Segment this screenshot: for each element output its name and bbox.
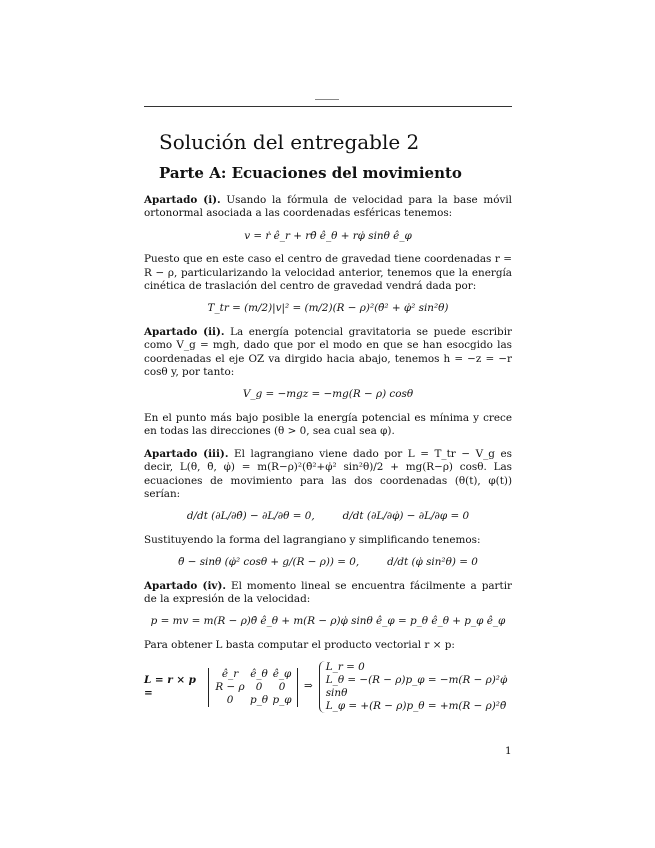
apartado-label: Apartado (ii). bbox=[144, 325, 225, 338]
equation-potential-energy: V_g = −mgz = −mg(R − ρ) cosθ bbox=[242, 388, 414, 401]
equation-motion-theta: θ̈ − sinθ (φ̇² cosθ + g/(R − ρ)) = 0, bbox=[178, 556, 360, 569]
equation-motion-phi: d/dt (φ̇ sin²θ) = 0 bbox=[387, 556, 478, 569]
apartado-label: Apartado (i). bbox=[144, 194, 221, 206]
equation-euler-lagrange bbox=[144, 510, 512, 523]
paragraph-minimum-energy: En el punto más bajo posible la energía potencial es mínima y crece en todas las direcciones (θ > 0, sea cual sea φ). bbox=[144, 411, 512, 438]
equation-angular-momentum bbox=[144, 661, 512, 713]
document-title: Solución del entregable 2 bbox=[159, 130, 420, 154]
result-line: L_φ = +(R − ρ)p_θ = +m(R − ρ)²θ̇ bbox=[325, 700, 507, 713]
paragraph-apartado-ii: Apartado (ii). La energía potencial gravitatoria se puede escribir como V_g = mgh, dado que por el modo en que se han esocgido las coordenadas el eje OZ va dirgido hacia abajo, tenemos h = −z = −r cosθ y, por tanto: bbox=[144, 325, 512, 379]
implies-arrow: ⇒ bbox=[304, 680, 313, 693]
determinant-matrix bbox=[208, 668, 298, 707]
paragraph-angular-momentum: Para obtener L basta computar el producto vectorial r × p: bbox=[144, 638, 455, 651]
paragraph-apartado-iv: Apartado (iv). El momento lineal se encuentra fácilmente a partir de la expresión de la velocidad: bbox=[144, 579, 512, 605]
paragraph-apartado-iii: Apartado (iii). El lagrangiano viene dado por L = T_tr − V_g es decir, L(θ, θ̇, φ̇) = m(R−ρ)²(θ̇²+φ̇² sin²θ)/2 + mg(R−ρ) cosθ. Las ecuaciones de movimiento para las dos coordenadas (θ(t), φ(t)) serían: bbox=[144, 447, 513, 500]
matrix-cell: p_θ bbox=[249, 693, 269, 706]
result-line: L_r = 0 bbox=[325, 661, 365, 674]
result-line: L_θ = −(R − ρ)p_φ = −m(R − ρ)²φ̇ sinθ bbox=[325, 674, 508, 700]
matrix-cell: ê_θ bbox=[250, 667, 268, 680]
matrix-lhs: L = r × p = bbox=[144, 673, 196, 700]
matrix-cell: 0 bbox=[278, 680, 286, 693]
document-body bbox=[144, 130, 512, 719]
equation-motion bbox=[144, 556, 512, 569]
header-rule bbox=[144, 106, 512, 107]
page-number: 1 bbox=[505, 745, 512, 757]
matrix-cell: ê_φ bbox=[272, 667, 292, 680]
section-title: Parte A: Ecuaciones del movimiento bbox=[159, 164, 462, 182]
paragraph-kinetic-energy: Puesto que en este caso el centro de gravedad tiene coordenadas r = R − ρ, particularizando la velocidad anterior, tenemos que la energía cinética de traslación del centro de gravedad vendrá dada por: bbox=[144, 253, 512, 293]
header-mark bbox=[315, 99, 339, 100]
apartado-label: Apartado (iii). bbox=[144, 447, 229, 460]
equation-linear-momentum: p = mv = m(R − ρ)θ̇ ê_θ + m(R − ρ)φ̇ sinθ ê_φ = p_θ ê_θ + p_φ ê_φ bbox=[150, 615, 506, 628]
matrix-cell: ê_r bbox=[221, 667, 239, 680]
results-brace bbox=[319, 661, 512, 713]
equation-euler-lagrange-theta: d/dt (∂L/∂θ̇) − ∂L/∂θ = 0, bbox=[186, 510, 315, 523]
matrix-cell: R − ρ bbox=[215, 680, 245, 693]
matrix-cell: 0 bbox=[255, 680, 263, 693]
paragraph-substitution: Sustituyendo la forma del lagrangiano y simplificando tenemos: bbox=[144, 533, 481, 546]
paragraph-apartado-i: Apartado (i). Usando la fórmula de velocidad para la base móvil ortonormal asociada a las coordenadas esféricas tenemos: bbox=[144, 194, 512, 220]
matrix-cell: 0 bbox=[226, 693, 234, 706]
equation-kinetic-energy: T_tr = (m/2)|v|² = (m/2)(R − ρ)²(θ̇² + φ̇² sin²θ) bbox=[207, 302, 449, 315]
matrix-cell: p_φ bbox=[272, 693, 292, 706]
apartado-label: Apartado (iv). bbox=[144, 579, 226, 592]
equation-euler-lagrange-phi: d/dt (∂L/∂φ̇) − ∂L/∂φ = 0 bbox=[342, 510, 470, 523]
equation-velocity: v = ṙ ê_r + rθ̇ ê_θ + rφ̇ sinθ ê_φ bbox=[244, 229, 412, 242]
